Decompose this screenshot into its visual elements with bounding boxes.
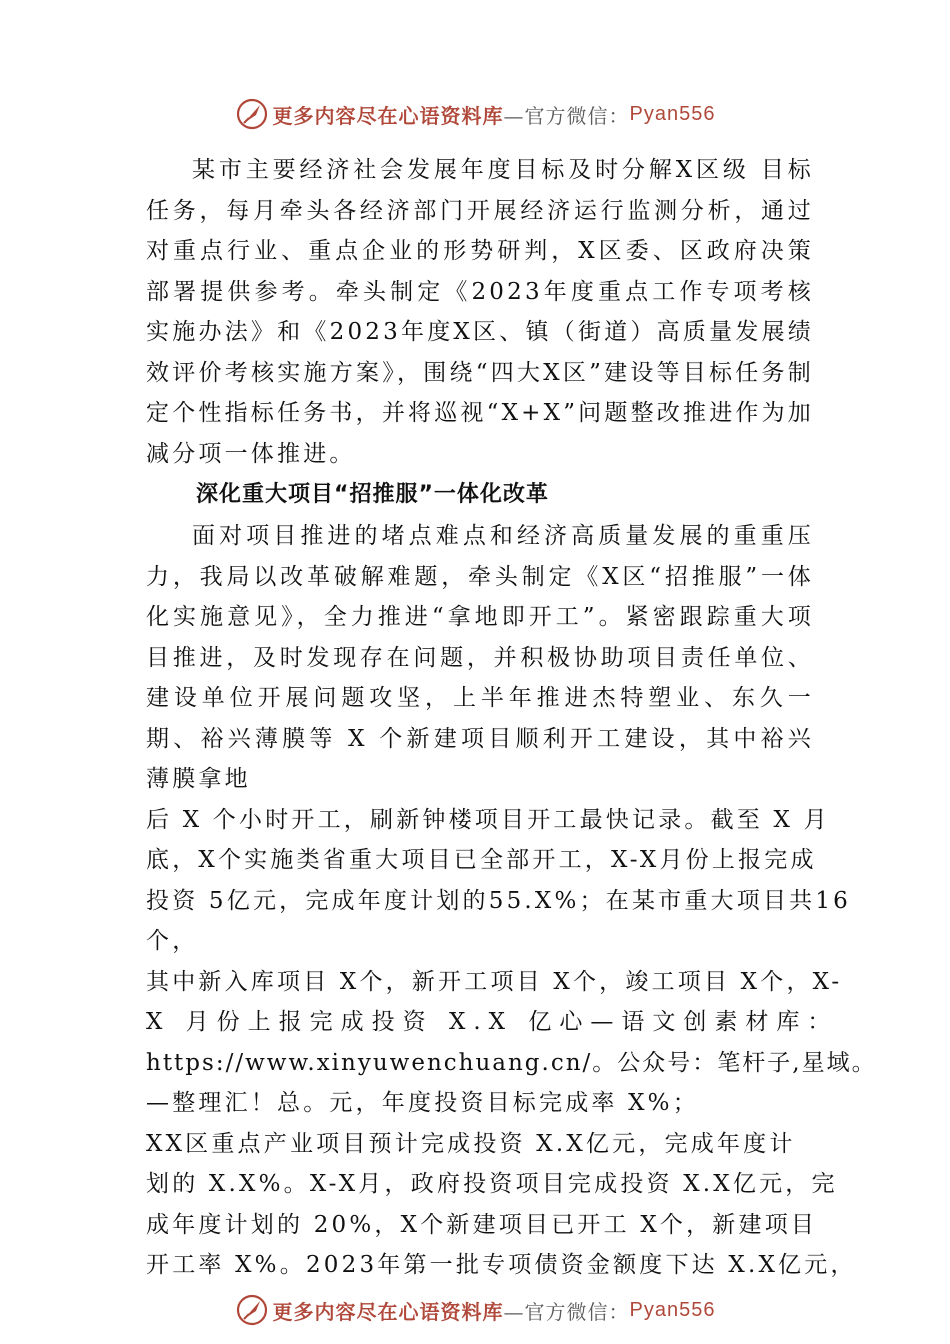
document-body xyxy=(146,150,877,1286)
source-url-line: https://www.xinyuwenchuang.cn/。公众号：笔杆子,星域。 xyxy=(146,1049,877,1076)
text-line: 后 X 个小时开工，刷新钟楼项目开工最快记录。截至 X 月 xyxy=(146,806,830,833)
watermark-brand: 更多内容尽在心语资料库 xyxy=(272,1299,504,1324)
quill-logo-icon xyxy=(235,1293,269,1327)
text-line: —整理汇！总。元，年度投资目标完成率 X%； xyxy=(146,1090,699,1116)
text-line: 开工率 X%。2023年第一批专项债资金额度下达 X.X亿元， xyxy=(146,1252,857,1278)
watermark-brand: 更多内容尽在心语资料库 xyxy=(272,103,504,128)
watermark-banner-bottom xyxy=(0,1290,950,1330)
text-line: 其中新入库项目 X个，新开工项目 X个，竣工项目 X个，X- xyxy=(146,968,843,995)
text-line: 底，X个实施类省重大项目已全部开工，X-X月份上报完成 xyxy=(146,847,817,873)
text-line: 投资 5亿元，完成年度计划的55.X%；在某市重大项目共16 xyxy=(146,887,852,914)
watermark-label: —官方微信： xyxy=(503,103,630,128)
text-line: 个， xyxy=(146,928,199,954)
quill-logo-icon xyxy=(235,97,269,131)
section-heading: 深化重大项目“招推服”一体化改革 xyxy=(196,482,549,507)
watermark-wechat-id: Pyan556 xyxy=(629,1298,716,1321)
watermark-banner-top xyxy=(0,94,950,134)
paragraph-projects: 面对项目推进的堵点难点和经济高质量发展的重重压力，我局以改革破解难题，牵头制定《X区“招推服”一体化实施意见》，全力推进“拿地即开工”。紧密跟踪重大项目推进，及时发现存在问题，并积极协助项目责任单位、建设单位开展问题攻坚，上半年推进杰特塑业、东久一期、裕兴薄膜等 X 个新建项目顺利开工建设，其中裕兴薄膜拿地 xyxy=(146,523,814,792)
text-line: XX区重点产业项目预计完成投资 X.X亿元，完成年度计 xyxy=(146,1130,796,1157)
text-line: 划的 X.X%。X-X月，政府投资项目完成投资 X.X亿元，完 xyxy=(146,1171,838,1197)
text-line: 成年度计划的 20%，X个新建项目已开工 X个，新建项目 xyxy=(146,1211,818,1238)
watermark-label: —官方微信： xyxy=(503,1299,630,1324)
text-line: X 月份上报完成投资 X.X 亿心—语文创素材库： xyxy=(146,1009,839,1035)
watermark-wechat-id: Pyan556 xyxy=(629,102,716,125)
paragraph-targets: 某市主要经济社会发展年度目标及时分解X区级 目标任务，每月牵头各经济部门开展经济运行监测分析，通过对重点行业、重点企业的形势研判，X区委、区政府决策部署提供参考。牵头制定《2023年度重点工作专项考核实施办法》和《2023年度X区、镇（街道）高质量发展绩效评价考核实施方案》，围绕“四大X区”建设等目标任务制定个性指标任务书，并将巡视“X+X”问题整改推进作为加减分项一体推进。 xyxy=(146,157,814,467)
